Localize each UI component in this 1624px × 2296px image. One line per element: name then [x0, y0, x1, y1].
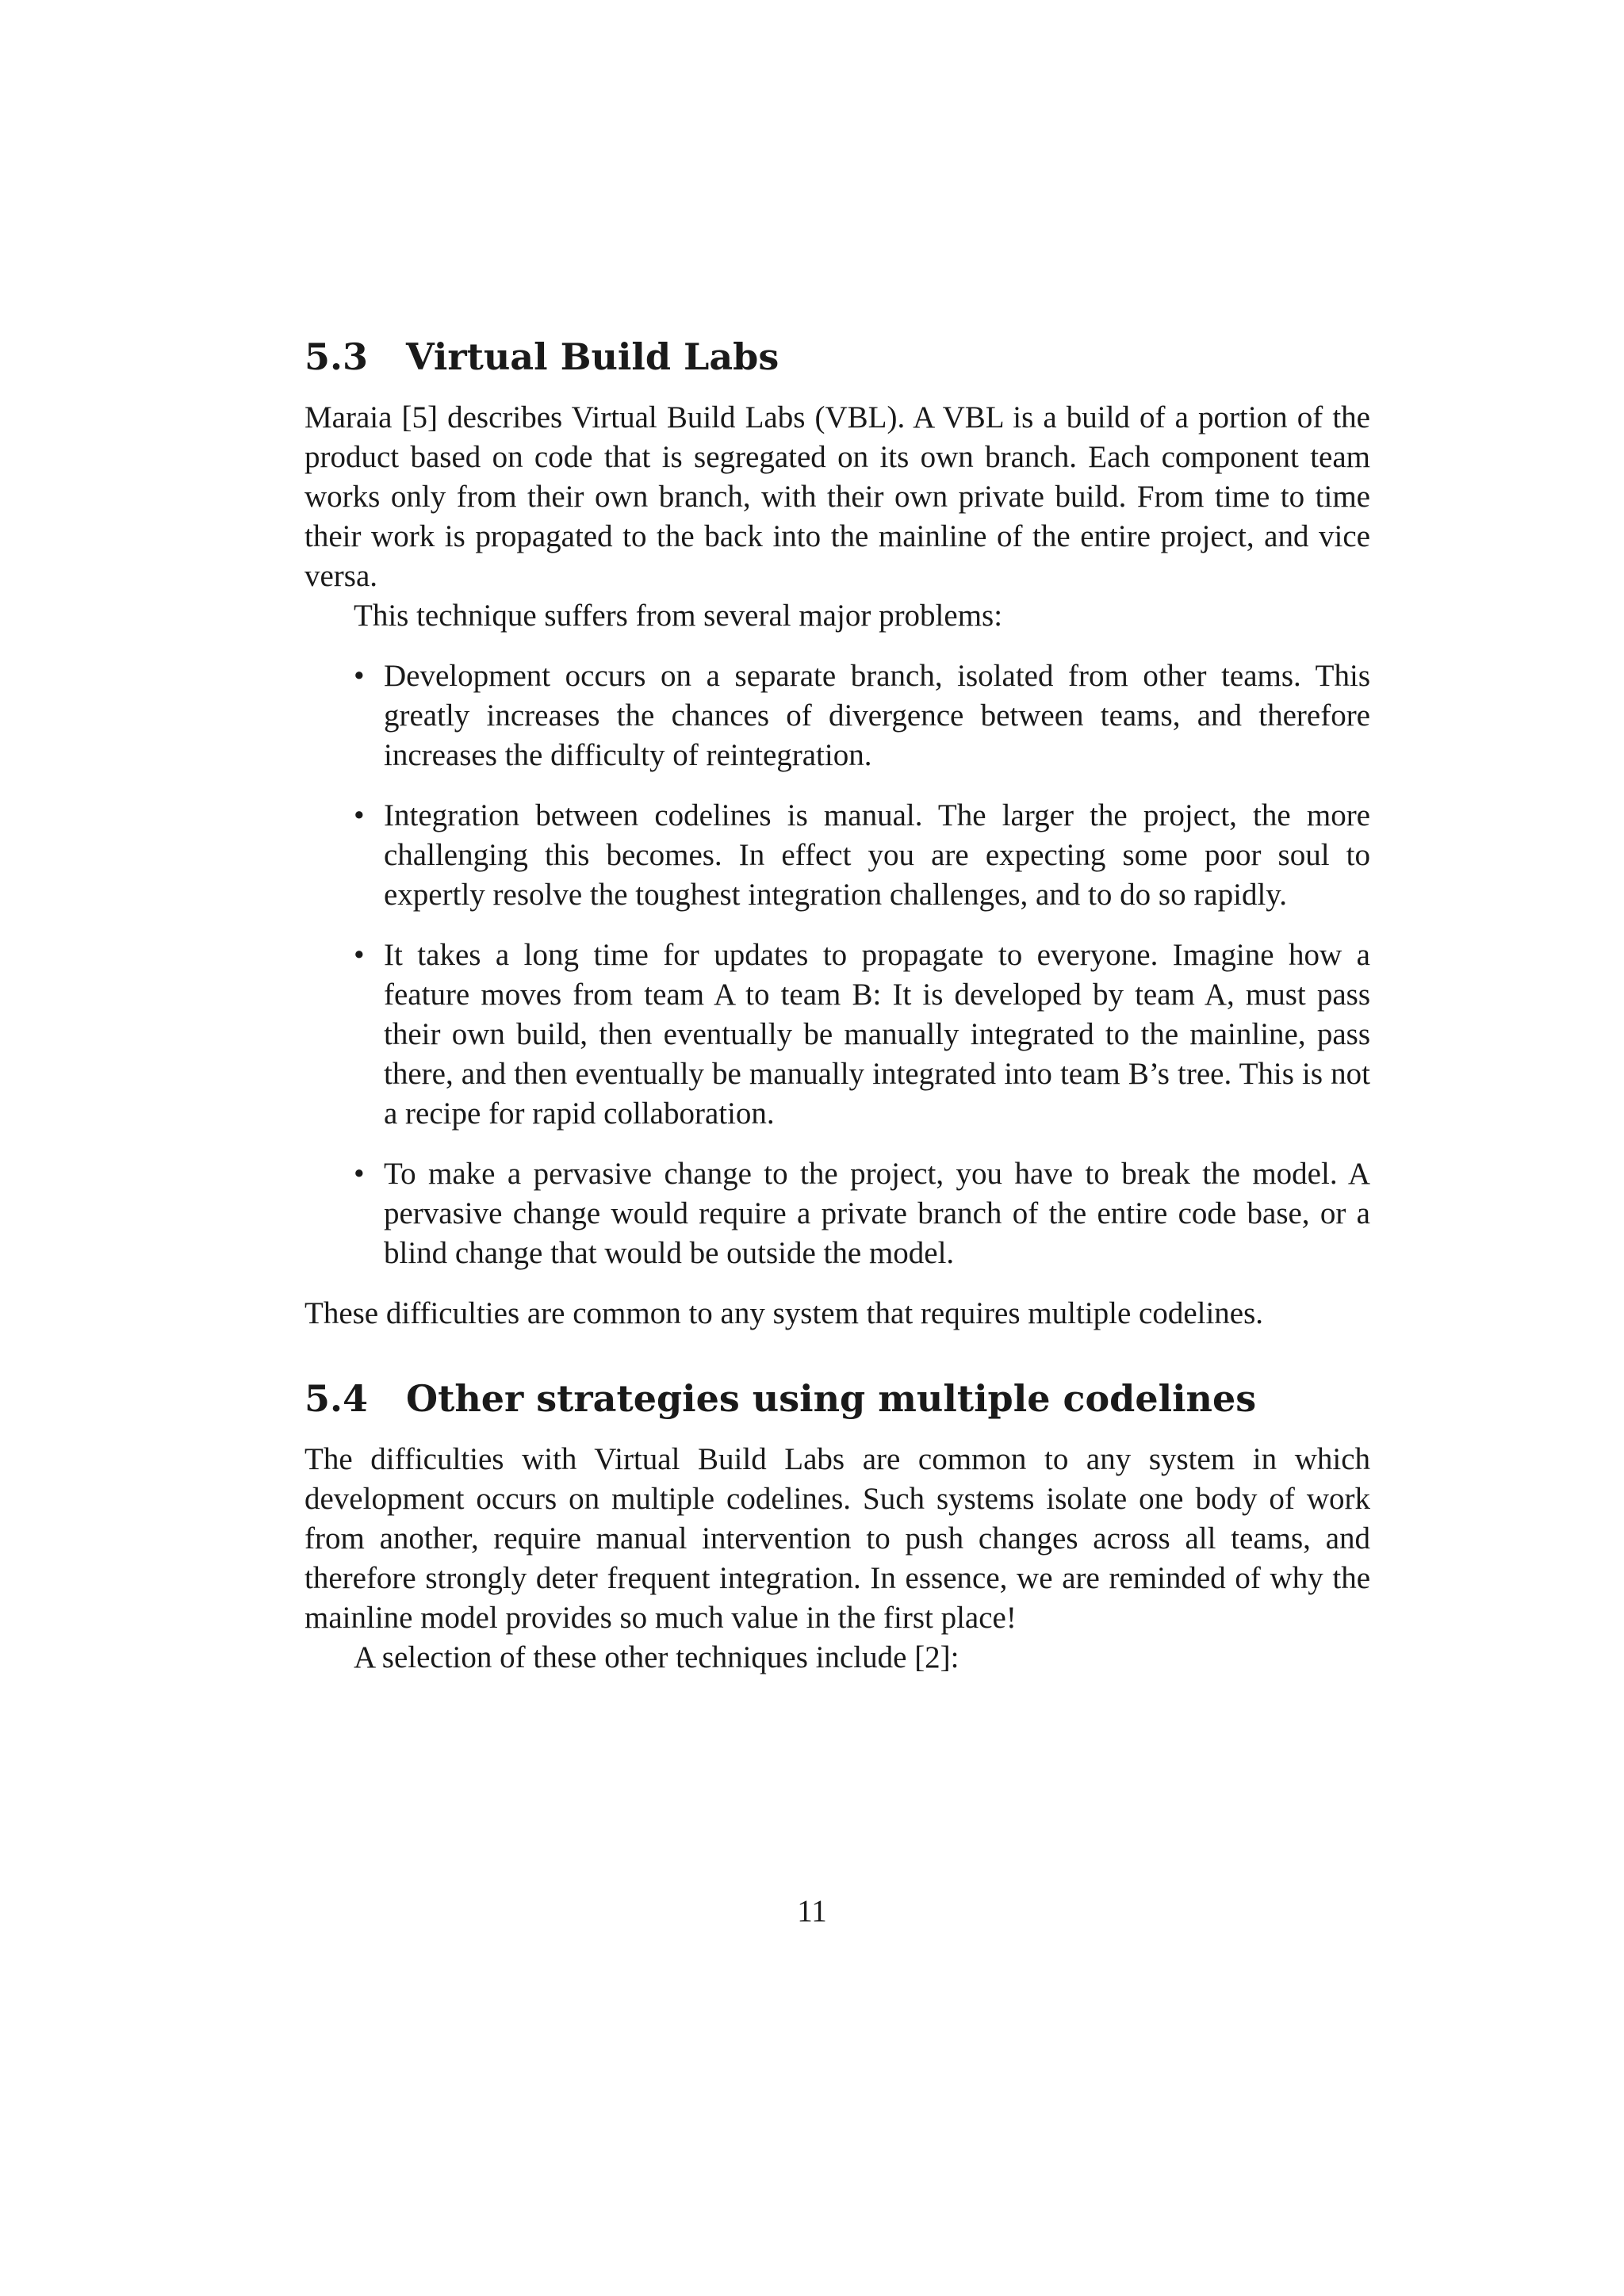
bullet-icon: •	[354, 659, 365, 693]
list-item	[304, 796, 1370, 915]
paragraph-other-strategies: The difficulties with Virtual Build Labs are common to any system in which development occurs on multiple codelines. Such systems isolate one body of work from another, require manual intervention to push changes across all teams, and therefore strongly deter frequent integration. In essence, we are reminded of why the mainline model provides so much value in the first place!	[304, 1442, 1370, 1635]
bullet-icon: •	[354, 798, 365, 832]
page-number: 11	[797, 1894, 827, 1928]
section-title: Other strategies using multiple codelines	[406, 1377, 1257, 1420]
problems-list	[304, 656, 1370, 1273]
list-item	[304, 1154, 1370, 1273]
section-number: 5.4	[304, 1377, 369, 1420]
paragraph-techniques-intro: A selection of these other techniques include [2]:	[354, 1640, 959, 1674]
paragraph-problems-intro: This technique suffers from several major problems:	[354, 599, 1003, 633]
list-item-text: Integration between codelines is manual. The larger the project, the more challenging this becomes. In effect you are expecting some poor soul to expertly resolve the toughest integration challenges, and to do so rapidly.	[384, 798, 1370, 912]
paragraph-vbl-intro: Maraia [5] describes Virtual Build Labs (VBL). A VBL is a build of a portion of the product based on code that is segregated on its own branch. Each component team works only from their own branch, with their own private build. From time to time their work is propagated to the back into the mainline of the entire project, and vice versa.	[304, 400, 1370, 593]
page-body	[304, 333, 1370, 1678]
paragraph-difficulties-common: These difficulties are common to any system that requires multiple codelines.	[304, 1296, 1264, 1330]
bullet-icon: •	[354, 938, 365, 972]
list-item	[304, 656, 1370, 775]
section-number: 5.3	[304, 335, 369, 378]
list-item	[304, 936, 1370, 1134]
section-spacer	[304, 1334, 1370, 1375]
section-title: Virtual Build Labs	[406, 335, 779, 378]
list-item-text: Development occurs on a separate branch, isolated from other teams. This greatly increases the chances of divergence between teams, and therefore increases the difficulty of reintegration.	[384, 659, 1370, 772]
list-item-text: It takes a long time for updates to propagate to everyone. Imagine how a feature moves from team A to team B: It is developed by team A, must pass their own build, then eventually be manually integrated to the mainline, pass there, and then eventually be manually integrated into team B’s tree. This is not a recipe for rapid collaboration.	[384, 938, 1370, 1131]
section-heading-5-4	[304, 1375, 1370, 1422]
bullet-icon: •	[354, 1157, 365, 1191]
section-heading-5-3	[304, 333, 1370, 381]
list-item-text: To make a pervasive change to the project, you have to break the model. A pervasive change would require a private branch of the entire code base, or a blind change that would be outside the model.	[384, 1157, 1370, 1270]
